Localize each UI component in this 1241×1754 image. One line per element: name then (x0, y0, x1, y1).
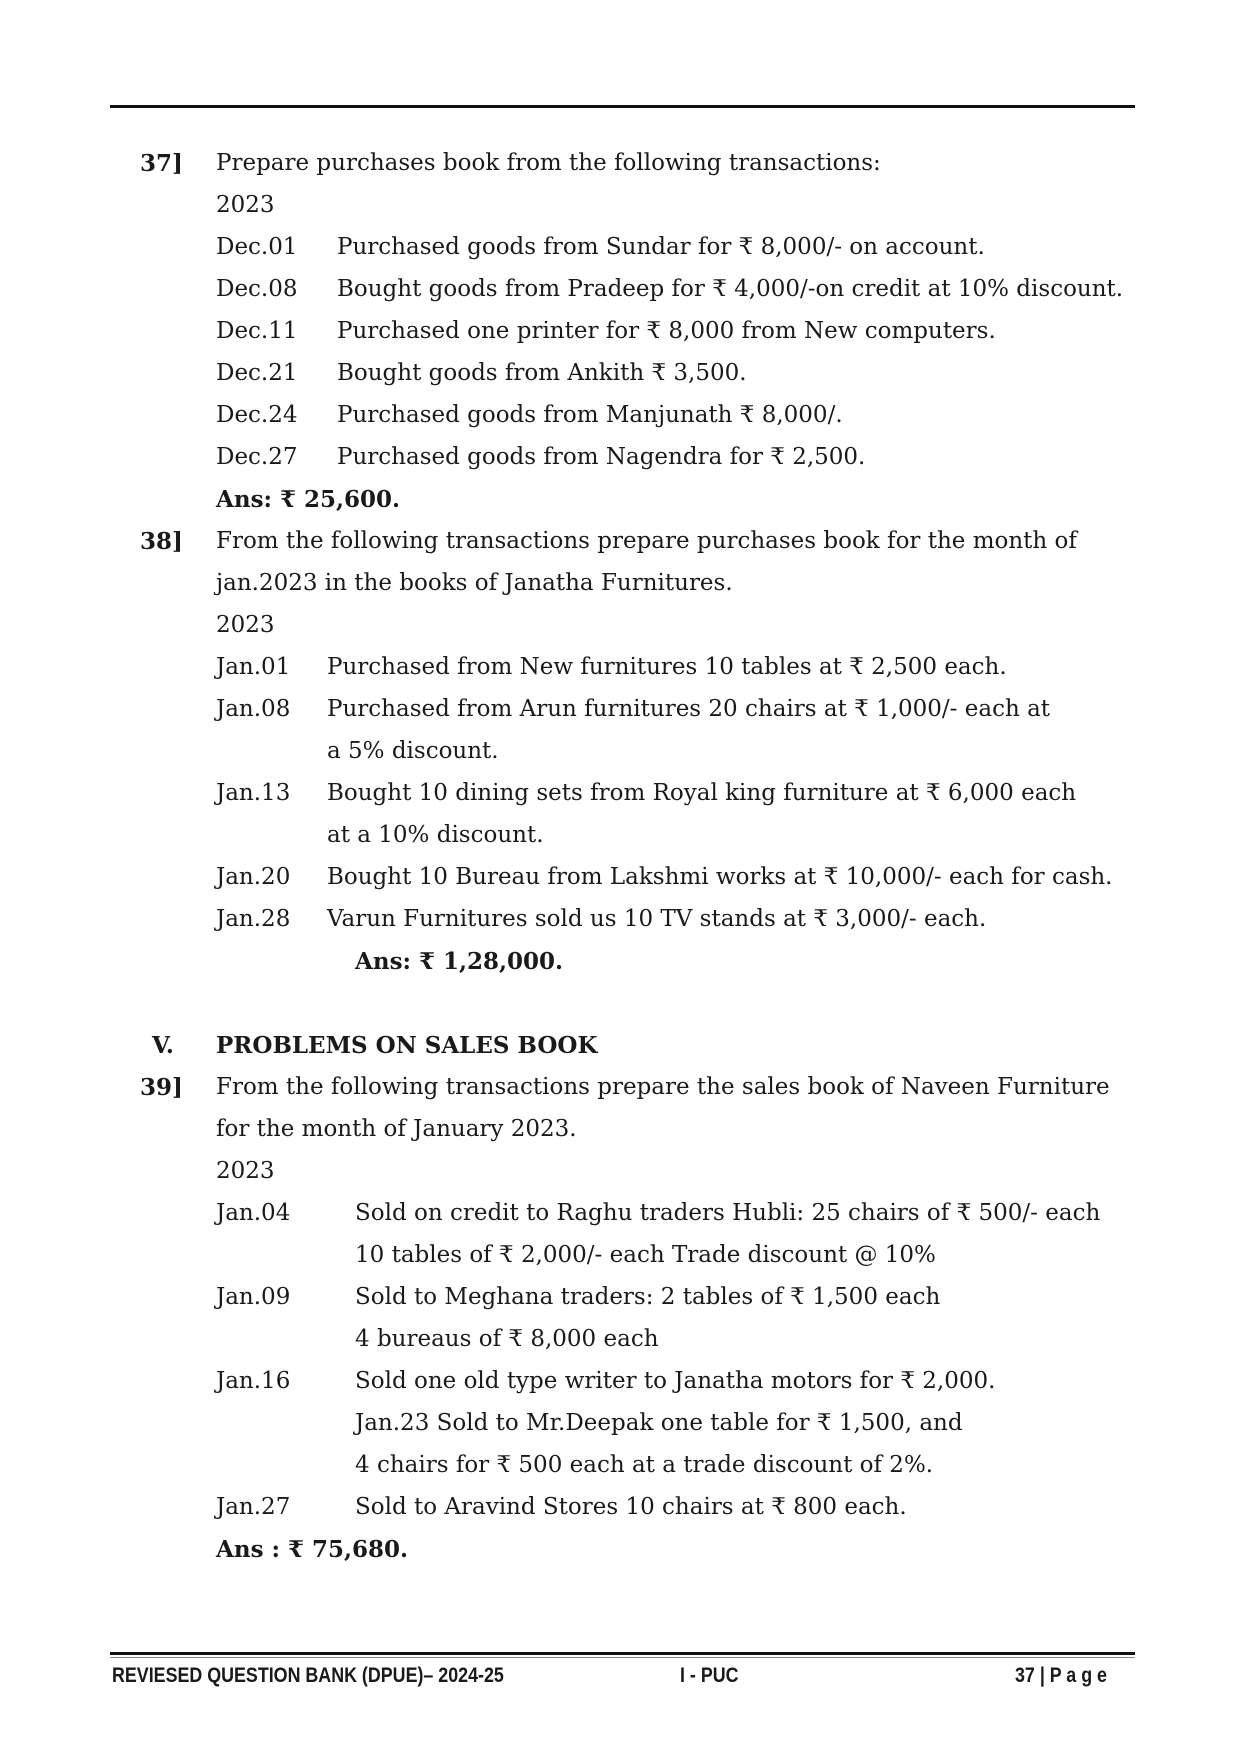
transaction-date: Dec.08 (216, 276, 298, 302)
question-prompt: jan.2023 in the books of Janatha Furnitures. (216, 570, 733, 596)
transaction-text: Sold on credit to Raghu traders Hubli: 25 chairs of ₹ 500/- each (355, 1200, 1101, 1226)
footer-class: I - PUC (680, 1664, 739, 1687)
transaction-date: Jan.28 (216, 906, 291, 932)
answer: Ans : ₹ 75,680. (216, 1536, 409, 1563)
question-prompt: From the following transactions prepare the sales book of Naveen Furniture (216, 1074, 1110, 1100)
transaction-text: Bought 10 dining sets from Royal king furniture at ₹ 6,000 each (327, 780, 1077, 806)
answer: Ans: ₹ 1,28,000. (355, 948, 564, 975)
page-number: 37 | P a g e (1015, 1664, 1107, 1687)
transaction-date: Jan.20 (216, 864, 291, 890)
question-prompt: for the month of January 2023. (216, 1116, 577, 1142)
question-number: 38] (140, 528, 183, 555)
transaction-date: Jan.13 (216, 780, 291, 806)
question-number: 39] (140, 1074, 183, 1101)
transaction-date: Dec.27 (216, 444, 298, 470)
question-number: 37] (140, 150, 183, 177)
transaction-date: Jan.09 (216, 1284, 291, 1310)
transaction-text: Bought 10 Bureau from Lakshmi works at ₹ 10,000/- each for cash. (327, 864, 1113, 890)
transaction-date: Dec.01 (216, 234, 298, 260)
transaction-date: Jan.16 (216, 1368, 291, 1394)
transaction-date: Jan.01 (216, 654, 291, 680)
transaction-date: Dec.11 (216, 318, 298, 344)
question-prompt: From the following transactions prepare purchases book for the month of (216, 528, 1077, 554)
transaction-text: Jan.23 Sold to Mr.Deepak one table for ₹ 1,500, and (355, 1410, 963, 1436)
transaction-text: Purchased goods from Sundar for ₹ 8,000/- on account. (337, 234, 985, 260)
transaction-text: Purchased goods from Nagendra for ₹ 2,500. (337, 444, 866, 470)
transaction-text: Sold to Meghana traders: 2 tables of ₹ 1,500 each (355, 1284, 941, 1310)
transaction-text: a 5% discount. (327, 738, 499, 764)
transaction-text: Varun Furnitures sold us 10 TV stands at ₹ 3,000/- each. (327, 906, 987, 932)
section-number: V. (152, 1032, 174, 1059)
transaction-text: at a 10% discount. (327, 822, 544, 848)
footer-rule (110, 1652, 1135, 1655)
year-label: 2023 (216, 192, 275, 218)
transaction-date: Jan.04 (216, 1200, 291, 1226)
transaction-text: Sold to Aravind Stores 10 chairs at ₹ 800 each. (355, 1494, 907, 1520)
year-label: 2023 (216, 1158, 275, 1184)
question-prompt: Prepare purchases book from the following transactions: (216, 150, 881, 176)
year-label: 2023 (216, 612, 275, 638)
transaction-date: Jan.27 (216, 1494, 291, 1520)
section-title: PROBLEMS ON SALES BOOK (216, 1032, 598, 1059)
transaction-date: Dec.24 (216, 402, 298, 428)
header-rule (110, 105, 1135, 108)
transaction-text: Bought goods from Pradeep for ₹ 4,000/-on credit at 10% discount. (337, 276, 1124, 302)
transaction-text: 10 tables of ₹ 2,000/- each Trade discount @ 10% (355, 1242, 936, 1268)
footer-rule-thin (110, 1657, 1135, 1658)
transaction-text: 4 chairs for ₹ 500 each at a trade discount of 2%. (355, 1452, 934, 1478)
transaction-text: Purchased from Arun furnitures 20 chairs at ₹ 1,000/- each at (327, 696, 1051, 722)
transaction-date: Jan.08 (216, 696, 291, 722)
transaction-text: Bought goods from Ankith ₹ 3,500. (337, 360, 747, 386)
footer-title: REVIESED QUESTION BANK (DPUE)– 2024-25 (112, 1664, 504, 1687)
transaction-text: Sold one old type writer to Janatha motors for ₹ 2,000. (355, 1368, 996, 1394)
answer: Ans: ₹ 25,600. (216, 486, 401, 513)
transaction-text: Purchased goods from Manjunath ₹ 8,000/. (337, 402, 843, 428)
transaction-text: 4 bureaus of ₹ 8,000 each (355, 1326, 659, 1352)
transaction-text: Purchased one printer for ₹ 8,000 from New computers. (337, 318, 996, 344)
transaction-text: Purchased from New furnitures 10 tables at ₹ 2,500 each. (327, 654, 1007, 680)
transaction-date: Dec.21 (216, 360, 298, 386)
